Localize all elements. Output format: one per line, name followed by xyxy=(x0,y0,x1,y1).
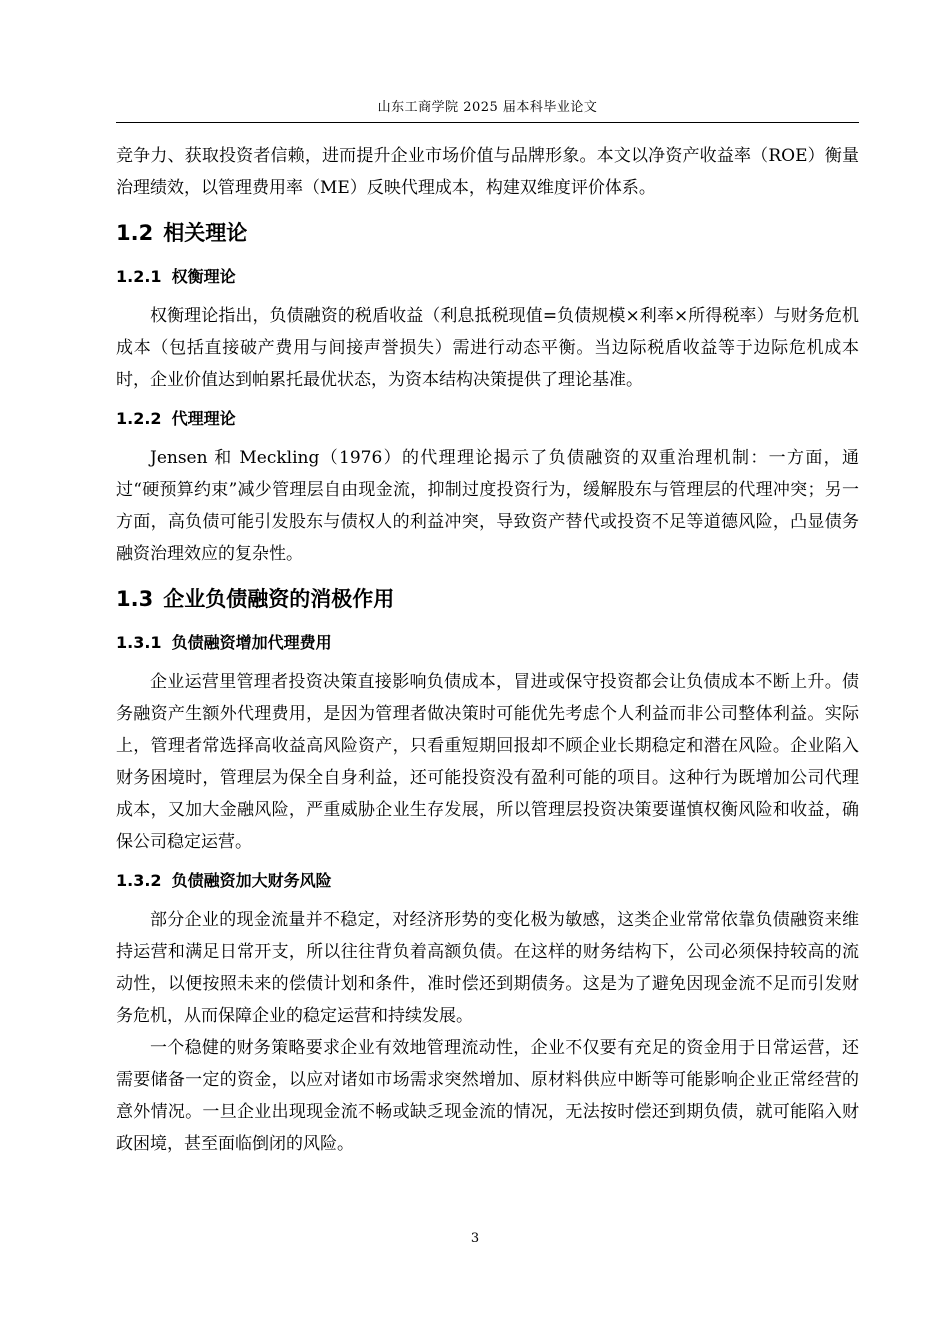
section-number: 1.2 xyxy=(116,221,154,245)
running-header: 山东工商学院 2025 届本科毕业论文 xyxy=(377,100,598,115)
paragraph-financial-risk-2: 一个稳健的财务策略要求企业有效地管理流动性，企业不仅要有充足的资金用于日常运营，还需要储备一定的资金，以应对诸如市场需求突然增加、原材料供应中断等可能影响企业正常经营的意外情况。一旦企业出现现金流不畅或缺乏现金流的情况，无法按时偿还到期负债，就可能陷入财政困境，甚至面临倒闭的风险。 xyxy=(116,1038,859,1154)
paragraph-agency-costs: 企业运营里管理者投资决策直接影响负债成本，冒进或保守投资都会让负债成本不断上升。债务融资产生额外代理费用，是因为管理者做决策时可能优先考虑个人利益而非公司整体利益。实际上，管理者常选择高收益高风险资产，只看重短期回报却不顾企业长期稳定和潜在风险。企业陷入财务困境时，管理层为保全自身利益，还可能投资没有盈利可能的项目。这种行为既增加公司代理成本，又加大金融风险，严重威胁企业生存发展，所以管理层投资决策要谨慎权衡风险和收益，确保公司稳定运营。 xyxy=(116,672,859,852)
subsection-number: 1.3.1 xyxy=(116,633,162,652)
page-number: 3 xyxy=(470,1231,480,1246)
paragraph-agency-theory: Jensen 和 Meckling（1976）的代理理论揭示了负债融资的双重治理机制：一方面，通过“硬预算约束”减少管理层自由现金流，抑制过度投资行为，缓解股东与管理层的代理冲突；另一方面，高负债可能引发股东与债权人的利益冲突，导致资产替代或投资不足等道德风险，凸显债务融资治理效应的复杂性。 xyxy=(116,448,859,564)
body-content xyxy=(116,140,859,1160)
section-title: 相关理论 xyxy=(163,221,248,245)
section-title: 企业负债融资的消极作用 xyxy=(163,587,395,611)
section-heading-1-3 xyxy=(116,583,859,615)
paragraph-financial-risk-1: 部分企业的现金流量并不稳定，对经济形势的变化极为敏感，这类企业常常依靠负债融资来维持运营和满足日常开支，所以往往背负着高额负债。在这样的财务结构下，公司必须保持较高的流动性，以便按照未来的偿债计划和条件，准时偿还到期债务。这是为了避免因现金流不足而引发财务危机，从而保障企业的稳定运营和持续发展。 xyxy=(116,910,859,1026)
paragraph-tradeoff-theory: 权衡理论指出，负债融资的税盾收益（利息抵税现值=负债规模×利率×所得税率）与财务危机成本（包括直接破产费用与间接声誉损失）需进行动态平衡。当边际税盾收益等于边际危机成本时，企业价值达到帕累托最优状态，为资本结构决策提供了理论基准。 xyxy=(116,306,859,390)
intro-paragraph: 竞争力、获取投资者信赖，进而提升企业市场价值与品牌形象。本文以净资产收益率（ROE）衡量治理绩效，以管理费用率（ME）反映代理成本，构建双维度评价体系。 xyxy=(116,146,859,198)
subsection-title: 代理理论 xyxy=(171,409,236,428)
header-rule xyxy=(116,122,859,123)
subsection-title: 负债融资增加代理费用 xyxy=(171,633,332,652)
subsection-number: 1.3.2 xyxy=(116,871,162,890)
section-heading-1-2 xyxy=(116,217,859,249)
subsection-heading-1-2-2 xyxy=(116,403,859,435)
subsection-heading-1-2-1 xyxy=(116,261,859,293)
subsection-number: 1.2.1 xyxy=(116,267,162,286)
subsection-number: 1.2.2 xyxy=(116,409,162,428)
subsection-heading-1-3-1 xyxy=(116,627,859,659)
subsection-title: 权衡理论 xyxy=(171,267,236,286)
subsection-heading-1-3-2 xyxy=(116,865,859,897)
subsection-title: 负债融资加大财务风险 xyxy=(171,871,332,890)
section-number: 1.3 xyxy=(116,587,154,611)
